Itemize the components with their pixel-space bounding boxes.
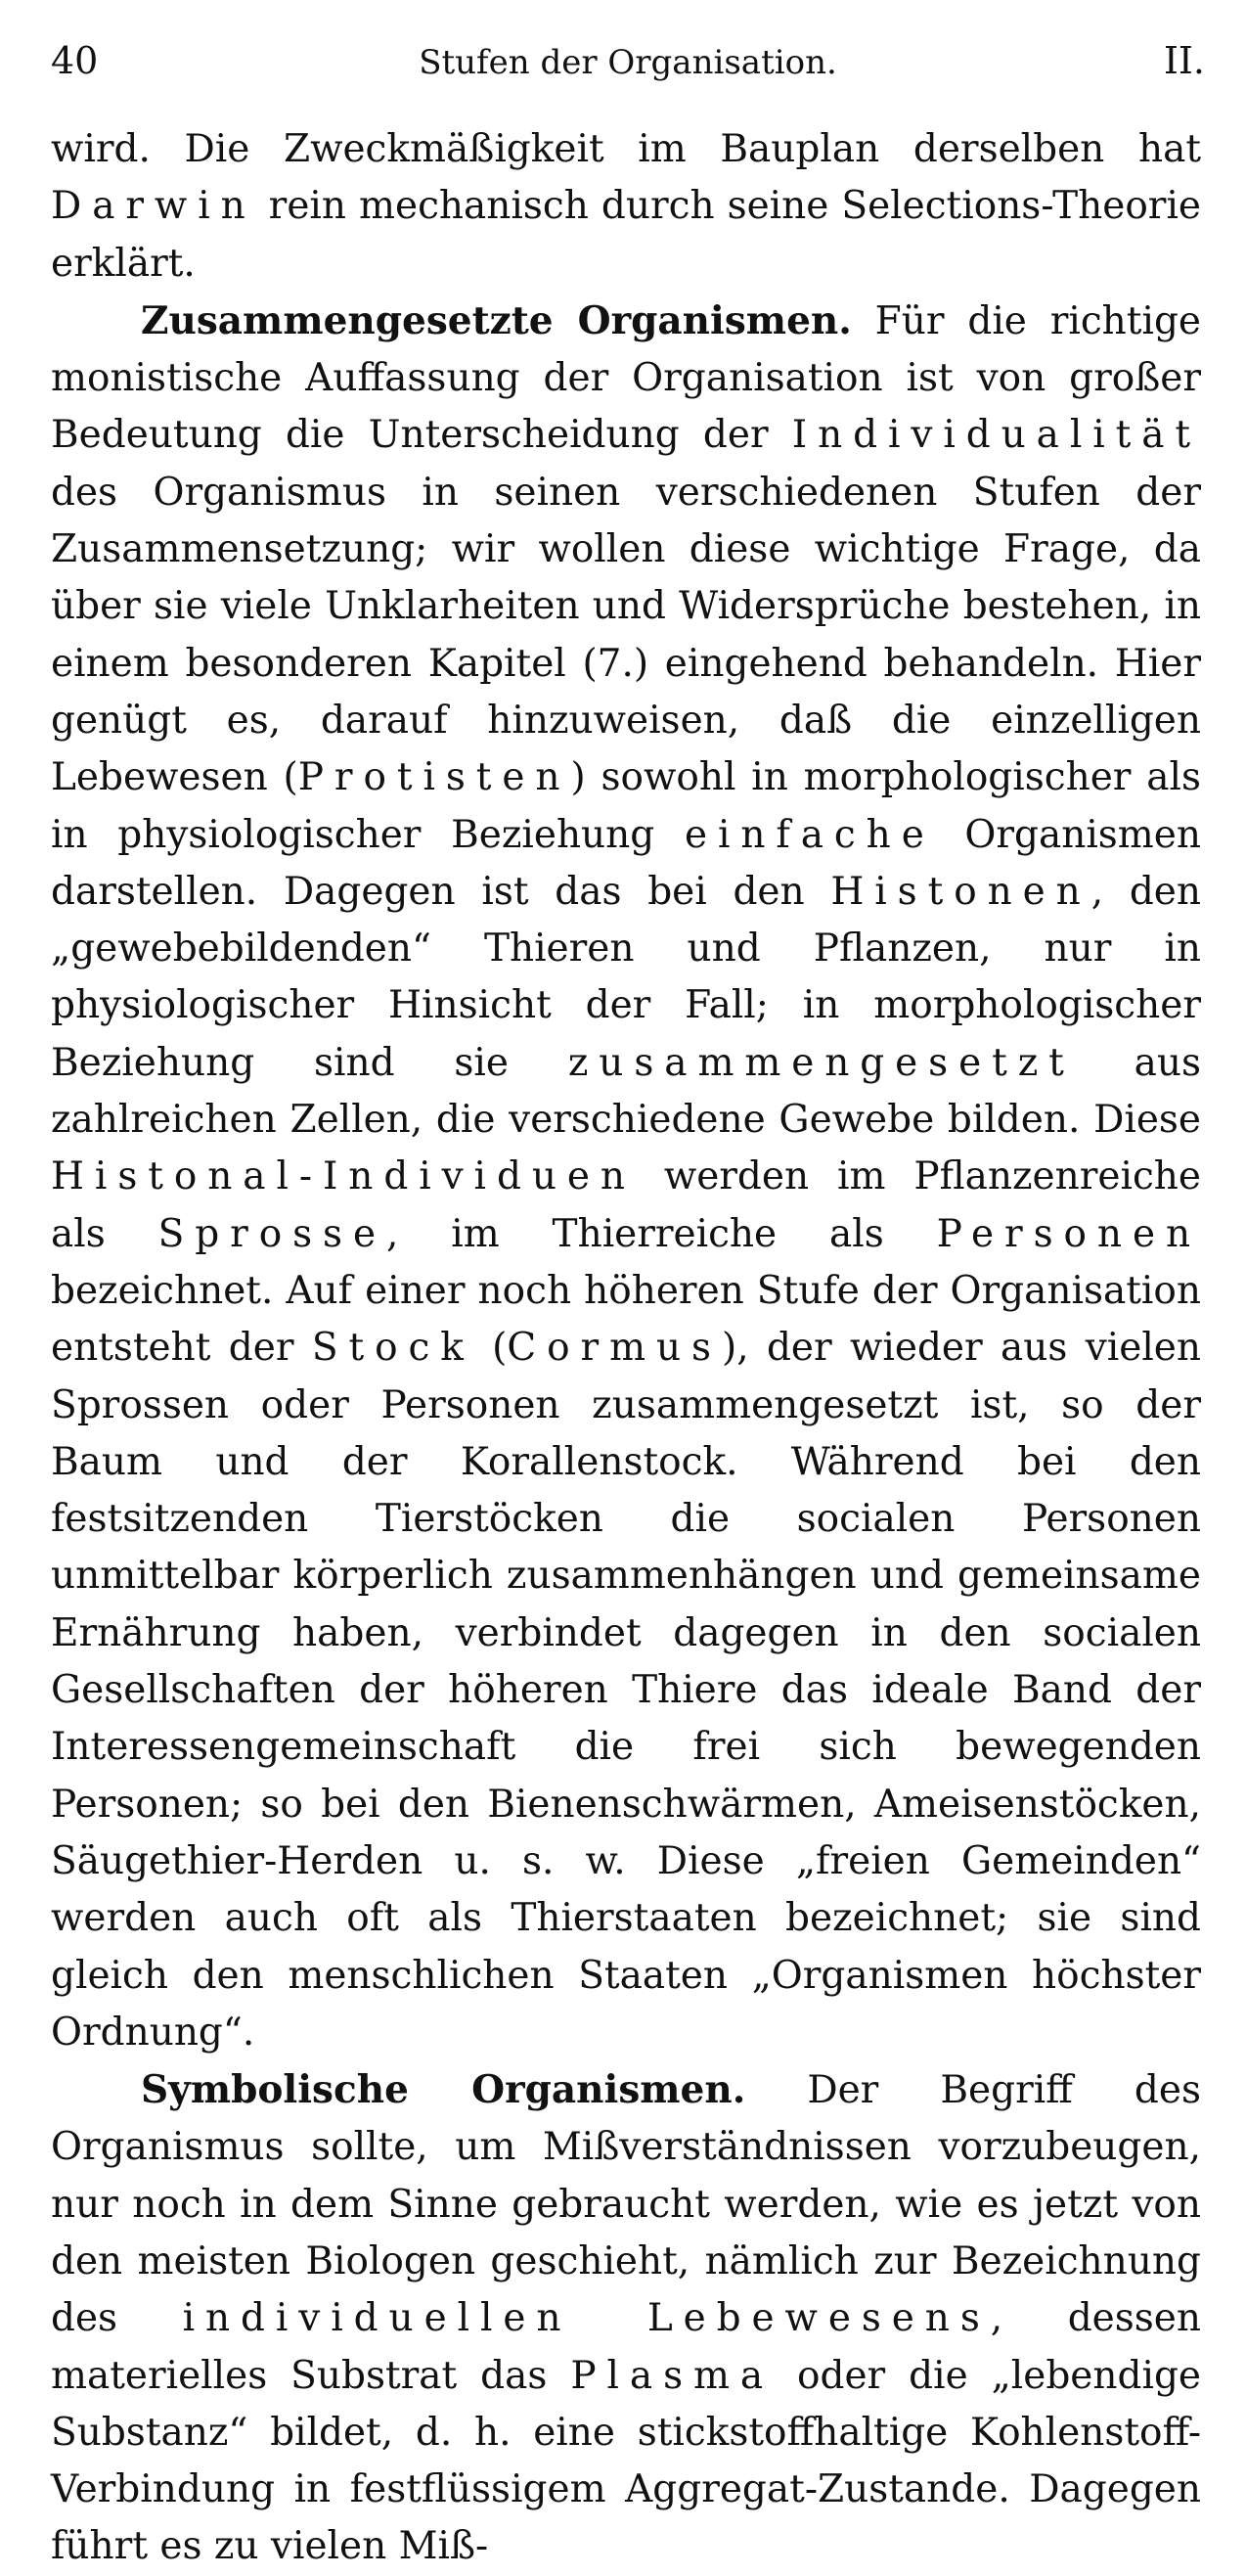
text-run: oder die „lebendige Substanz“ bildet, d. h. eine stickstoffhaltige Kohlenstoff-Verbindung in festflüssigem Aggregat-Zustande. Dagegen führt es zu vielen Miß- [51,2353,1201,2569]
emphasized-term: Protisten [297,755,571,800]
section-heading: Zusammengesetzte Organismen. [141,297,852,343]
page-number: 40 [51,39,99,82]
text-run: ) sowohl in morphologischer als in physiologischer Beziehung [51,755,1201,857]
text-run: , im Thierreiche als [385,1211,937,1256]
emphasized-term: Cormus [507,1326,722,1371]
emphasized-term: Histonen [830,869,1091,914]
emphasized-term: Darwin [51,184,256,229]
text-run: , den „gewebebildenden“ Thieren und Pflanzen, nur in physiologischer Hinsicht der Fall; in morphologischer Beziehung sind sie [51,869,1201,1085]
text-run: des Organismus in seinen verschiedenen Stufen der Zusammensetzung; wir wollen diese wichtige Frage, da über sie viele Unklarheiten und Widersprüche bestehen, in einem besonderen Kapitel (7.) eingehend behandeln. Hier genügt es, darauf hinzuweisen, daß die einzelligen Lebewesen ( [51,470,1201,800]
text-run: aus zahlreichen Zellen, die verschiedene Gewebe bilden. Diese [51,1040,1201,1143]
emphasized-term: zusammengesetzt [567,1040,1075,1085]
emphasized-term: Individualität [791,413,1201,458]
paragraph [51,121,1201,293]
text-run: Organismen darstellen. Dagegen ist das bei den [51,812,1201,914]
section-heading: Symbolische Organismen. [141,2067,746,2113]
emphasized-term: Stock [311,1326,474,1371]
chapter-number: II. [1163,39,1205,82]
emphasized-term: einfache [684,812,935,857]
emphasized-term: Plasma [570,2353,775,2398]
text-run: , dessen materielles Substrat das [51,2296,1201,2398]
emphasized-term: Sprosse [157,1211,386,1256]
paragraph [51,293,1201,2061]
emphasized-term: Personen [936,1211,1201,1256]
text-run: Für die richtige monistische Auffassung der Organisation ist von großer Bedeutung die Unterscheidung der [51,298,1201,458]
body-text [51,121,1201,2576]
text-run: werden im Pflanzenreiche als [51,1154,1201,1256]
text-run: wird. Die Zweckmäßigkeit im Bauplan derselben hat [51,127,1201,171]
text-run: rein mechanisch durch seine Selections-Theorie erklärt. [51,184,1201,286]
text-run: bezeichnet. Auf einer noch höheren Stufe der Organisation entsteht der [51,1268,1201,1371]
page-header [51,39,1205,88]
emphasized-term: individuellen Lebewesens [182,2296,991,2341]
emphasized-term: Histonal-Individuen [51,1154,636,1199]
text-run: ( [473,1326,508,1371]
text-run: ), der wieder aus vielen Sprossen oder Personen zusammengesetzt ist, so der Baum und der Korallenstock. Während bei den festsitzenden Tierstöcken die socialen Personen unmittelbar körperlich zusammenhängen und gemeinsame Ernährung haben, verbindet dagegen in den socialen Gesellschaften der höheren Thiere das ideale Band der Interessengemeinschaft die frei sich bewegenden Personen; so bei den Bienenschwärmen, Ameisenstöcken, Säugethier-Herden u. s. w. Diese „freien Gemeinden“ werden auch oft als Thierstaaten bezeichnet; sie sind gleich den menschlichen Staaten „Organismen höchster Ordnung“. [51,1326,1201,2055]
text-run: Der Begriff des Organismus sollte, um Mißverständnissen vorzubeugen, nur noch in dem Sinne gebraucht werden, wie es jetzt von den meisten Biologen geschieht, nämlich zur Bezeichnung des [51,2068,1201,2341]
paragraph [51,2061,1201,2576]
running-title: Stufen der Organisation. [419,43,837,82]
